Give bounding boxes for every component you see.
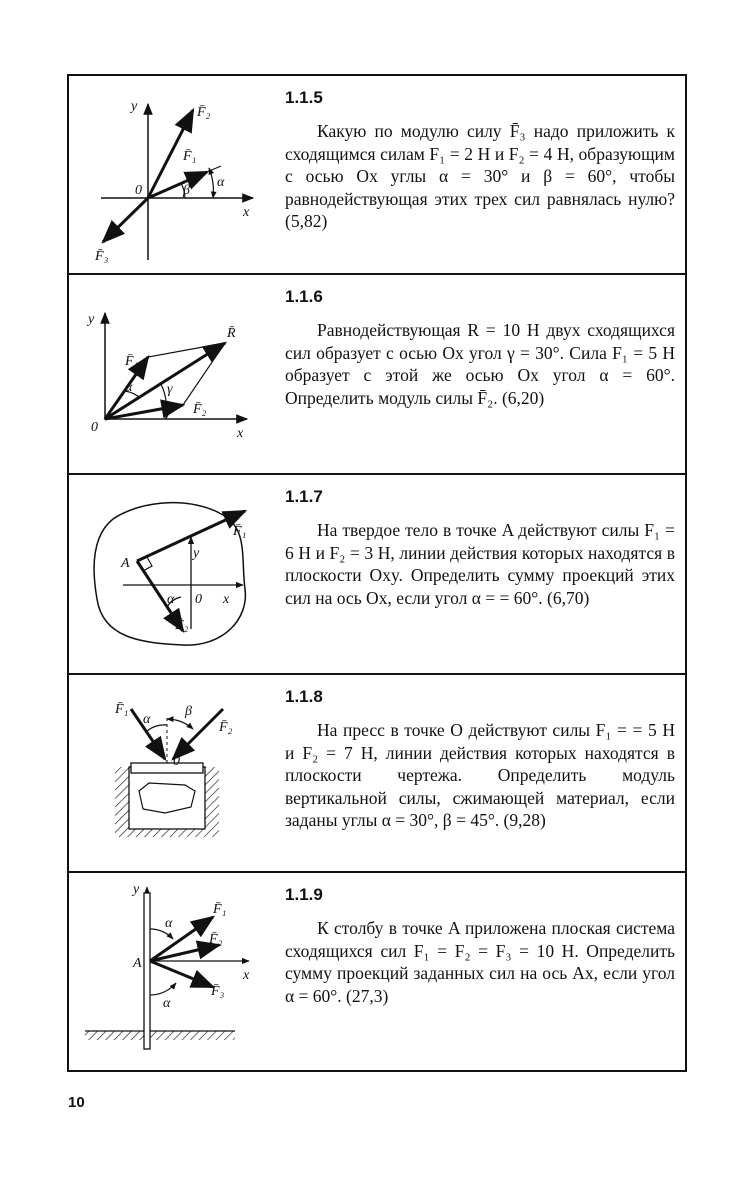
problem-text-block bbox=[285, 885, 675, 1007]
alpha-label: α bbox=[125, 380, 133, 395]
f1-label: F̄₁ bbox=[125, 354, 139, 369]
f1-label: F̄₁ bbox=[115, 702, 129, 717]
gamma-arc bbox=[161, 384, 167, 419]
f2-label: F̄₂ bbox=[209, 932, 223, 947]
axes bbox=[101, 104, 253, 260]
problem-number: 1.1.8 bbox=[285, 687, 323, 706]
f2-label: F̄₂ bbox=[197, 105, 211, 120]
y-axis-label: y bbox=[193, 546, 200, 561]
x-axis-label: x bbox=[243, 205, 250, 220]
problem-number: 1.1.5 bbox=[285, 88, 323, 107]
problem-1-1-5 bbox=[69, 76, 685, 275]
f3-label: F̄₃ bbox=[95, 249, 109, 264]
force-f2-arrow bbox=[173, 709, 223, 759]
y-axis-label: y bbox=[131, 99, 138, 114]
figure-1-1-9 bbox=[73, 877, 273, 1067]
origin-label: 0 bbox=[91, 420, 98, 435]
gamma-label: γ bbox=[167, 382, 173, 397]
f1-label: F̄₁ bbox=[233, 524, 247, 539]
point-a-label: A bbox=[121, 556, 130, 571]
beta-label: β bbox=[183, 183, 190, 198]
alpha-label-lower: α bbox=[163, 996, 171, 1011]
alpha-label: α bbox=[143, 712, 151, 727]
alpha-label: α bbox=[217, 175, 225, 190]
page-number: 10 bbox=[68, 1094, 85, 1111]
figure-1-1-8 bbox=[73, 679, 273, 869]
problem-1-1-6 bbox=[69, 275, 685, 475]
post bbox=[144, 893, 150, 1049]
problem-statement: Равнодействующая R = 10 Н двух сходящихся сил образует с осью Ox угол γ = 30°. Сила F₁ = 5 Н образует с этой же осью Ox угол α = 60°. Определить модуль силы F̄₂. (6,20) bbox=[285, 320, 675, 408]
figure-1-1-7 bbox=[73, 479, 273, 669]
problem-number: 1.1.6 bbox=[285, 287, 323, 306]
resultant-label: R̄ bbox=[227, 326, 236, 341]
force-f1-arrow bbox=[148, 172, 207, 198]
figure-1-1-5 bbox=[73, 80, 273, 270]
rigid-body-outline bbox=[94, 503, 245, 645]
ground-hatch bbox=[85, 1031, 235, 1040]
problem-1-1-8 bbox=[69, 675, 685, 873]
problem-text-block bbox=[285, 287, 675, 409]
force-f3-arrow bbox=[150, 961, 213, 987]
f1-label: F̄₁ bbox=[183, 149, 197, 164]
alpha-arc bbox=[209, 168, 213, 198]
problem-1-1-9 bbox=[69, 873, 685, 1070]
problem-statement: Какую по модулю силу F̄₃ надо приложить к сходящимся силам F₁ = 2 Н и F₂ = 4 Н, образующим с осью Ox углы α = 30° и β = 60°, чтобы равнодействующая этих трех сил равнялась нулю? (5,82) bbox=[285, 121, 675, 231]
point-a-label: A bbox=[133, 956, 142, 971]
problem-number: 1.1.7 bbox=[285, 487, 323, 506]
x-axis-label: x bbox=[223, 592, 230, 607]
beta-label: β bbox=[185, 704, 192, 719]
figure-1-1-6 bbox=[73, 279, 273, 469]
beta-arc bbox=[167, 719, 193, 729]
problem-statement: На твердое тело в точке A действуют силы F₁ = 6 Н и F₂ = 3 Н, линии действия которых находятся в плоскости Oxy. Определить сумму проекций этих сил на ось Ox, если угол α = = 60°. (6,70) bbox=[285, 520, 675, 608]
f1-label: F̄₁ bbox=[213, 902, 227, 917]
force-f3-arrow bbox=[103, 198, 148, 242]
f2-label: F̄₂ bbox=[219, 720, 233, 735]
y-axis-label: y bbox=[133, 882, 140, 897]
f2-label: F̄₂ bbox=[175, 618, 189, 633]
problem-text-block bbox=[285, 487, 675, 609]
problem-statement: К столбу в точке A приложена плоская система сходящихся сил F₁ = F₂ = F₃ = 10 Н. Определить сумму проекций заданных сил на ось Ax, если угол α = 60°. (27,3) bbox=[285, 918, 675, 1006]
problem-text-block bbox=[285, 88, 675, 233]
origin-label: 0 bbox=[195, 592, 202, 607]
f2-label: F̄₂ bbox=[193, 402, 207, 417]
y-axis-label: y bbox=[88, 312, 95, 327]
problem-sheet bbox=[67, 74, 687, 1072]
point-o-label: 0 bbox=[173, 754, 180, 769]
problem-text-block bbox=[285, 687, 675, 832]
problem-1-1-7 bbox=[69, 475, 685, 675]
alpha-label-upper: α bbox=[165, 916, 173, 931]
alpha-arc-lower bbox=[150, 983, 176, 995]
origin-label: 0 bbox=[135, 183, 142, 198]
x-axis-label: x bbox=[237, 426, 244, 441]
alpha-label: α bbox=[167, 592, 175, 607]
x-axis-label: x bbox=[243, 968, 250, 983]
f3-label: F̄₃ bbox=[211, 984, 225, 999]
problem-number: 1.1.9 bbox=[285, 885, 323, 904]
press-plate bbox=[131, 763, 203, 773]
problem-statement: На пресс в точке O действуют силы F₁ = = 5 Н и F₂ = 7 Н, линии действия которых находятся в плоскости чертежа. Определить модуль вертикальной силы, сжимающей материал, если заданы углы α = 30°, β = 45°. (9,28) bbox=[285, 720, 675, 830]
